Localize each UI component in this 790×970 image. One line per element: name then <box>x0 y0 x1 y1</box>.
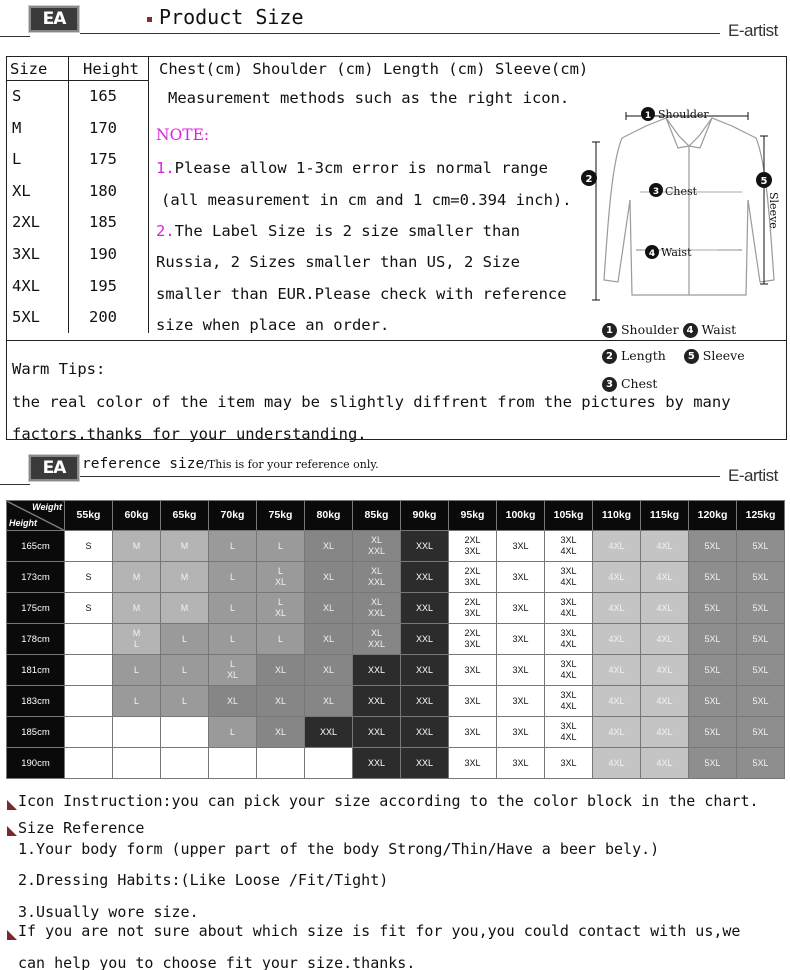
size-cell: 5XL <box>689 624 737 655</box>
size-cell: 3XL <box>449 655 497 686</box>
size-cell: L <box>257 624 305 655</box>
size-cell <box>113 748 161 779</box>
size-cell: XXL <box>401 686 449 717</box>
size-reference-title: Size Reference <box>18 819 145 837</box>
size-cell: XXL <box>401 624 449 655</box>
size-cell: XXL <box>353 655 401 686</box>
size-value: 4XL <box>12 276 40 295</box>
corner-weight: Weight <box>32 502 62 512</box>
size-cell: 3XL <box>497 624 545 655</box>
size-cell <box>65 655 113 686</box>
size-cell: 5XL <box>737 531 785 562</box>
size-cell: 4XL <box>593 717 641 748</box>
height-label: 173cm <box>7 562 65 593</box>
size-cell <box>65 748 113 779</box>
icon-instruction: Icon Instruction:you can pick your size according to the color block in the chart. <box>18 792 759 810</box>
weight-header: 80kg <box>305 501 353 531</box>
legend-row-3 <box>602 376 657 392</box>
size-cell: 5XL <box>737 624 785 655</box>
size-cell: L <box>209 531 257 562</box>
height-label: 181cm <box>7 655 65 686</box>
legend-row-2 <box>602 348 745 364</box>
size-cell: L <box>161 624 209 655</box>
size-cell: XL <box>257 655 305 686</box>
legend-num-4: 4 <box>683 323 698 338</box>
size-cell: 4XL <box>641 717 689 748</box>
size-cell: 3XL <box>497 686 545 717</box>
size-cell: 2XL 3XL <box>449 593 497 624</box>
size-value: 2XL <box>12 213 40 232</box>
note-text-1: Please allow 1-3cm error is normal range <box>174 159 548 177</box>
size-cell: XL XXL <box>353 562 401 593</box>
size-cell: L XL <box>209 655 257 686</box>
height-value: 165 <box>89 87 117 105</box>
size-cell: M <box>161 562 209 593</box>
note-line-4: Russia, 2 Sizes smaller than US, 2 Size <box>156 253 520 271</box>
size-cell: 4XL <box>641 531 689 562</box>
divider-v2 <box>148 57 149 333</box>
size-cell: M <box>113 531 161 562</box>
weight-header: 110kg <box>593 501 641 531</box>
size-cell: 4XL <box>641 562 689 593</box>
chart-row <box>7 686 785 717</box>
size-cell: 4XL <box>641 686 689 717</box>
size-cell: 3XL <box>497 655 545 686</box>
size-cell: L XL <box>257 593 305 624</box>
size-cell: 2XL 3XL <box>449 624 497 655</box>
bullet-size-reference <box>7 826 17 836</box>
size-cell: 5XL <box>689 748 737 779</box>
weight-header: 75kg <box>257 501 305 531</box>
size-cell: L <box>161 655 209 686</box>
size-cell: 3XL 4XL <box>545 717 593 748</box>
size-cell: 3XL <box>449 717 497 748</box>
height-label: 183cm <box>7 686 65 717</box>
note-num-1: 1. <box>156 159 175 177</box>
size-cell: 3XL <box>497 748 545 779</box>
note-line-3 <box>156 222 520 240</box>
size-cell: L <box>209 624 257 655</box>
size-reference-item-1: 1.Your body form (upper part of the body Strong/Thin/Have a beer bely.) <box>18 840 660 858</box>
size-cell: L <box>209 593 257 624</box>
size-cell: S <box>65 593 113 624</box>
size-cell: 3XL 4XL <box>545 531 593 562</box>
height-label: 165cm <box>7 531 65 562</box>
height-value: 200 <box>89 308 117 327</box>
weight-header: 120kg <box>689 501 737 531</box>
size-cell: 3XL 4XL <box>545 593 593 624</box>
size-cell: 5XL <box>689 655 737 686</box>
height-value: 170 <box>89 118 117 137</box>
bullet-icon-instruction <box>7 800 17 810</box>
size-cell: 3XL <box>545 748 593 779</box>
size-cell: XXL <box>401 655 449 686</box>
diag-num-3: 3 <box>652 187 660 197</box>
reference-title <box>82 456 379 472</box>
size-cell: 5XL <box>689 562 737 593</box>
height-value: 195 <box>89 276 117 295</box>
diag-num-1: 1 <box>644 111 652 121</box>
size-cell: XL <box>257 717 305 748</box>
size-cell <box>161 717 209 748</box>
height-label: 190cm <box>7 748 65 779</box>
brand-name-2: E-artist <box>728 466 778 485</box>
chart-row <box>7 748 785 779</box>
size-cell: M L <box>113 624 161 655</box>
size-cell: XL XXL <box>353 624 401 655</box>
weight-header: 60kg <box>113 501 161 531</box>
divider-v1 <box>68 57 69 333</box>
size-cell: 5XL <box>737 748 785 779</box>
size-cell: 5XL <box>737 593 785 624</box>
legend-num-2: 2 <box>602 349 617 364</box>
size-cell: 4XL <box>593 748 641 779</box>
corner-height: Height <box>9 518 37 528</box>
size-cell: 3XL 4XL <box>545 624 593 655</box>
height-value: 185 <box>89 213 117 232</box>
weight-header: 105kg <box>545 501 593 531</box>
note-num-2: 2. <box>156 222 175 240</box>
chart-row <box>7 531 785 562</box>
size-cell: 5XL <box>737 686 785 717</box>
size-cell: XL <box>257 686 305 717</box>
title-bullet <box>147 17 152 22</box>
size-cell: XL <box>305 655 353 686</box>
weight-header: 100kg <box>497 501 545 531</box>
size-cell: 5XL <box>689 717 737 748</box>
size-cell: 4XL <box>641 748 689 779</box>
size-cell: 5XL <box>689 531 737 562</box>
height-value: 190 <box>89 245 117 263</box>
size-cell: L <box>209 562 257 593</box>
size-reference-item-2: 2.Dressing Habits:(Like Loose /Fit/Tight) <box>18 871 389 889</box>
warm-tips-title: Warm Tips: <box>12 360 106 378</box>
chart-row <box>7 624 785 655</box>
weight-header: 65kg <box>161 501 209 531</box>
size-cell: XXL <box>353 717 401 748</box>
weight-header: 125kg <box>737 501 785 531</box>
measure-header: Chest(cm) Shoulder (cm) Length (cm) Sleeve(cm) <box>159 60 589 78</box>
chart-row <box>7 655 785 686</box>
legend-chest: Chest <box>620 376 658 391</box>
size-cell: XL <box>209 686 257 717</box>
height-value: 180 <box>89 181 117 200</box>
chart-row <box>7 593 785 624</box>
legend-row-1 <box>602 322 736 338</box>
height-label: 175cm <box>7 593 65 624</box>
size-cell: L <box>209 717 257 748</box>
weight-header: 70kg <box>209 501 257 531</box>
ea-logo: EA <box>29 6 79 32</box>
size-cell <box>305 748 353 779</box>
legend-length: Length <box>620 348 666 363</box>
size-cell: M <box>113 562 161 593</box>
contact-line-1: If you are not sure about which size is fit for you,you could contact with us,we <box>18 922 741 940</box>
legend-num-1: 1 <box>602 323 617 338</box>
weight-header: 55kg <box>65 501 113 531</box>
size-value: 5XL <box>12 308 40 327</box>
brand-name: E-artist <box>728 21 778 40</box>
header2-line-right <box>80 476 720 477</box>
header-line-left <box>0 36 30 37</box>
size-cell: XXL <box>305 717 353 748</box>
size-cell: XXL <box>401 593 449 624</box>
size-cell: 3XL <box>497 562 545 593</box>
note-line-1 <box>156 159 548 177</box>
size-cell: XXL <box>401 748 449 779</box>
header-line-right <box>80 33 720 34</box>
size-cell: 5XL <box>737 562 785 593</box>
size-cell: 4XL <box>593 593 641 624</box>
legend-waist: Waist <box>701 322 737 337</box>
chart-row <box>7 717 785 748</box>
size-cell: L <box>161 686 209 717</box>
size-cell: XL <box>305 686 353 717</box>
size-cell: XL <box>305 531 353 562</box>
divider-h1 <box>6 80 149 81</box>
size-cell: 3XL <box>449 748 497 779</box>
note-title: NOTE: <box>156 126 210 144</box>
diag-num-4: 4 <box>648 249 656 259</box>
size-cell: XXL <box>353 686 401 717</box>
size-cell: 4XL <box>593 624 641 655</box>
size-cell: L <box>257 531 305 562</box>
size-cell: 4XL <box>641 624 689 655</box>
weight-header: 95kg <box>449 501 497 531</box>
size-cell: 2XL 3XL <box>449 562 497 593</box>
size-cell: 5XL <box>737 655 785 686</box>
size-cell: 3XL <box>497 531 545 562</box>
size-cell: 3XL <box>449 686 497 717</box>
size-cell <box>65 624 113 655</box>
size-cell: 5XL <box>737 717 785 748</box>
divider-h2 <box>6 340 787 341</box>
size-cell: 3XL 4XL <box>545 655 593 686</box>
size-cell: M <box>161 531 209 562</box>
diag-label-chest: Chest <box>665 185 698 198</box>
weight-header: 90kg <box>401 501 449 531</box>
size-cell: 3XL <box>497 717 545 748</box>
size-reference-item-3: 3.Usually wore size. <box>18 903 199 921</box>
col-height-header: Height <box>83 60 139 78</box>
size-cell <box>161 748 209 779</box>
warm-tips-line-1: the real color of the item may be slightly diffrent from the pictures by many <box>12 393 731 411</box>
size-cell: 5XL <box>689 593 737 624</box>
size-cell: XXL <box>401 531 449 562</box>
contact-line-2: can help you to choose fit your size.thanks. <box>18 954 416 970</box>
size-cell: S <box>65 531 113 562</box>
size-cell: S <box>65 562 113 593</box>
reference-subtitle: /This is for your reference only. <box>204 458 379 471</box>
size-value: S <box>12 87 22 105</box>
page-title: Product Size <box>159 5 304 29</box>
height-value: 175 <box>89 150 117 169</box>
size-cell: M <box>161 593 209 624</box>
size-cell: 4XL <box>593 562 641 593</box>
note-text-3: The Label Size is 2 size smaller than <box>174 222 520 240</box>
header2-line-left <box>0 484 30 485</box>
size-cell: XL <box>305 562 353 593</box>
size-cell: M <box>113 593 161 624</box>
col-size-header: Size <box>10 60 48 78</box>
size-cell: 2XL 3XL <box>449 531 497 562</box>
size-cell: XL <box>305 624 353 655</box>
note-line-6: size when place an order. <box>156 316 390 334</box>
size-cell: 3XL <box>497 593 545 624</box>
warm-tips-line-2: factors.thanks for your understanding. <box>12 425 367 443</box>
bullet-contact <box>7 930 17 940</box>
size-cell <box>65 686 113 717</box>
height-label: 178cm <box>7 624 65 655</box>
size-cell: 5XL <box>689 686 737 717</box>
size-cell: XL XXL <box>353 593 401 624</box>
size-cell: 4XL <box>593 655 641 686</box>
legend-num-5: 5 <box>684 349 699 364</box>
size-value: L <box>12 150 22 169</box>
chart-row <box>7 562 785 593</box>
legend-sleeve: Sleeve <box>702 348 745 363</box>
size-cell: 4XL <box>593 686 641 717</box>
diag-label-waist: Waist <box>661 246 692 259</box>
size-cell: 3XL 4XL <box>545 686 593 717</box>
size-cell <box>113 717 161 748</box>
size-cell: 4XL <box>641 655 689 686</box>
note-line-2: (all measurement in cm and 1 cm=0.394 inch). <box>161 191 572 209</box>
size-value: XL <box>12 181 31 200</box>
diag-label-sleeve: Sleeve <box>767 192 780 229</box>
size-cell: XXL <box>401 562 449 593</box>
size-cell: XXL <box>353 748 401 779</box>
measure-method: Measurement methods such as the right icon. <box>168 89 570 107</box>
weight-header: 115kg <box>641 501 689 531</box>
size-value: M <box>12 118 22 137</box>
diag-label-shoulder: Shoulder <box>658 108 709 121</box>
ea-logo-2: EA <box>29 455 79 481</box>
jacket-diagram <box>578 100 788 310</box>
size-cell: XXL <box>401 717 449 748</box>
legend-shoulder: Shoulder <box>620 322 679 337</box>
size-cell: L <box>113 655 161 686</box>
chart-corner <box>7 501 65 531</box>
size-cell: 3XL 4XL <box>545 562 593 593</box>
diag-num-2: 2 <box>585 174 593 185</box>
size-cell <box>65 717 113 748</box>
weight-header: 85kg <box>353 501 401 531</box>
size-cell: XL XXL <box>353 531 401 562</box>
size-cell: XL <box>305 593 353 624</box>
size-value: 3XL <box>12 245 40 263</box>
reference-title-main: reference size <box>82 456 205 472</box>
reference-size-chart <box>6 500 785 779</box>
height-label: 185cm <box>7 717 65 748</box>
size-cell: 4XL <box>593 531 641 562</box>
note-line-5: smaller than EUR.Please check with reference <box>156 285 567 303</box>
size-cell <box>257 748 305 779</box>
diag-num-5: 5 <box>760 176 768 187</box>
size-cell: 4XL <box>641 593 689 624</box>
size-cell: L XL <box>257 562 305 593</box>
size-cell: L <box>113 686 161 717</box>
legend-num-3: 3 <box>602 377 617 392</box>
size-cell <box>209 748 257 779</box>
